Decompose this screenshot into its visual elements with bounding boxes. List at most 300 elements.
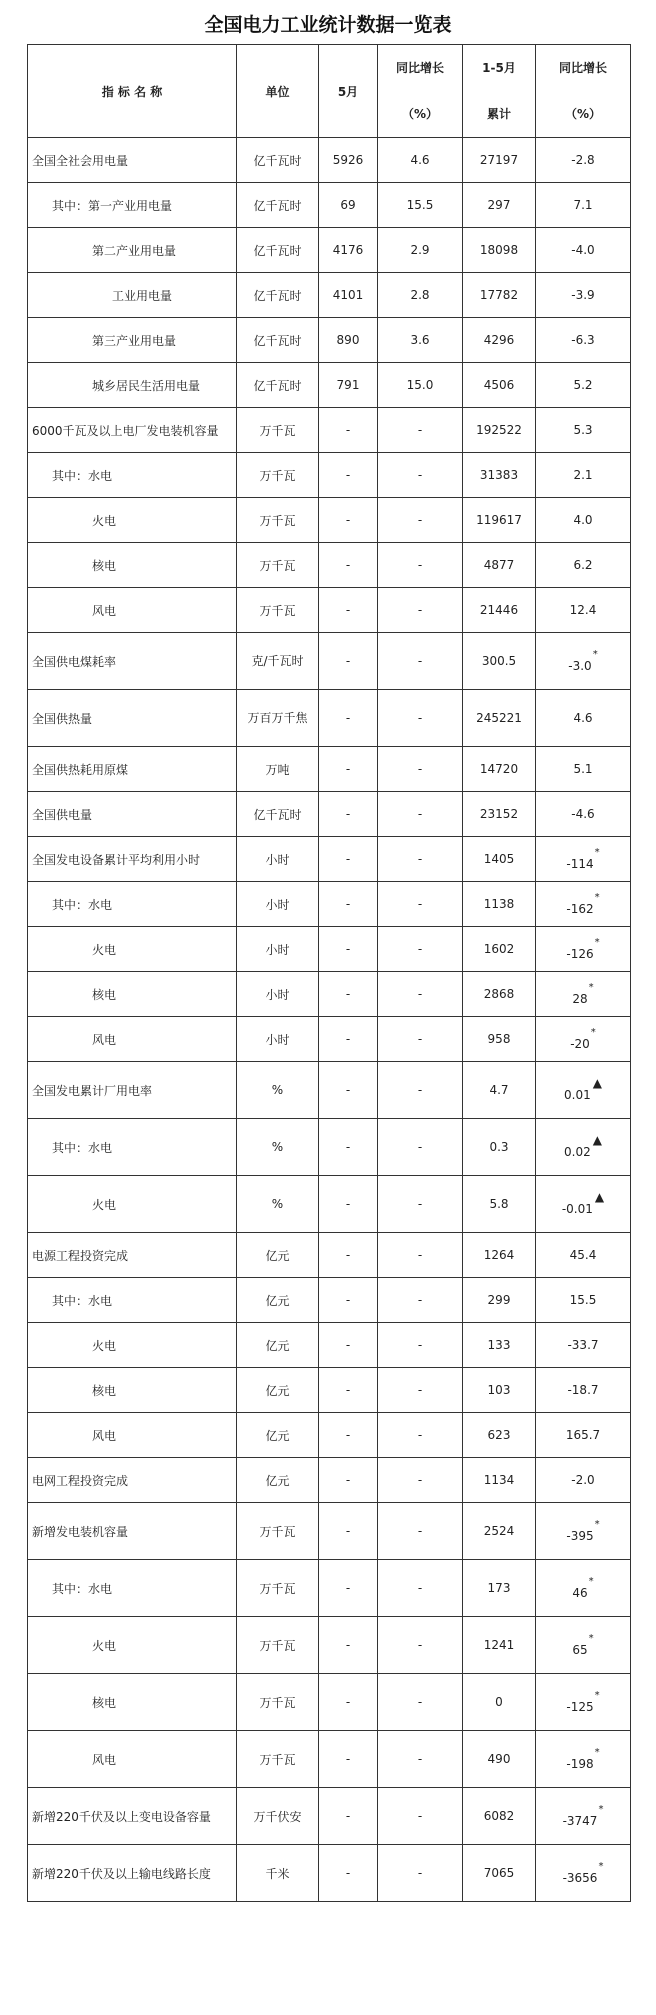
row-name: 新增发电装机容量 [28, 1503, 237, 1560]
yoy-value: 2.1 [573, 468, 593, 482]
row-month-value: - [319, 1368, 378, 1413]
row-unit: 亿元 [237, 1368, 319, 1413]
row-cumulative-yoy [536, 273, 631, 318]
row-month-value: - [319, 1788, 378, 1845]
header-yoy-month-bottom: （%） [401, 107, 439, 121]
row-month-value: - [319, 1062, 378, 1119]
row-name: 火电 [28, 1617, 237, 1674]
yoy-value: 15.5 [569, 1293, 597, 1307]
table-row [28, 1017, 631, 1062]
row-month-value: - [319, 633, 378, 690]
row-cumulative-yoy [536, 747, 631, 792]
row-name: 全国发电累计厂用电率 [28, 1062, 237, 1119]
row-month-yoy: - [378, 1278, 463, 1323]
yoy-value: -125 [566, 1700, 594, 1714]
row-cumulative-value: 0 [463, 1674, 536, 1731]
row-month-yoy: 2.9 [378, 228, 463, 273]
yoy-value: -4.6 [571, 807, 595, 821]
row-cumulative-yoy [536, 1845, 631, 1902]
row-month-value: - [319, 453, 378, 498]
yoy-value: -20 [570, 1037, 590, 1051]
yoy-value: 165.7 [565, 1428, 601, 1442]
row-cumulative-value: 21446 [463, 588, 536, 633]
yoy-value: 6.2 [573, 558, 593, 572]
yoy-value: -2.8 [571, 153, 595, 167]
row-month-yoy: 4.6 [378, 138, 463, 183]
row-cumulative-yoy [536, 1278, 631, 1323]
row-unit: 小时 [237, 837, 319, 882]
row-month-value: - [319, 1617, 378, 1674]
row-cumulative-value: 297 [463, 183, 536, 228]
row-month-yoy: - [378, 1233, 463, 1278]
table-row [28, 273, 631, 318]
row-cumulative-value: 1241 [463, 1617, 536, 1674]
table-row [28, 1788, 631, 1845]
row-month-value: - [319, 1731, 378, 1788]
table-body [28, 138, 631, 1902]
row-cumulative-value: 6082 [463, 1788, 536, 1845]
table-row [28, 882, 631, 927]
row-month-yoy: - [378, 408, 463, 453]
row-month-yoy: - [378, 1845, 463, 1902]
yoy-value: -33.7 [567, 1338, 599, 1352]
row-month-value: - [319, 588, 378, 633]
row-unit: 亿千瓦时 [237, 273, 319, 318]
row-unit: 亿千瓦时 [237, 363, 319, 408]
row-name: 其中：水电 [28, 1278, 237, 1323]
row-month-yoy: - [378, 1458, 463, 1503]
row-cumulative-value: 245221 [463, 690, 536, 747]
yoy-value: 45.4 [569, 1248, 597, 1262]
row-month-yoy: - [378, 747, 463, 792]
row-unit: 万千瓦 [237, 1503, 319, 1560]
row-cumulative-yoy [536, 183, 631, 228]
row-month-yoy: - [378, 453, 463, 498]
row-name: 新增220千伏及以上输电线路长度 [28, 1845, 237, 1902]
row-month-yoy: - [378, 792, 463, 837]
row-cumulative-value: 2868 [463, 972, 536, 1017]
row-unit: 亿千瓦时 [237, 792, 319, 837]
yoy-value: -0.01 [561, 1202, 593, 1216]
row-unit: 千米 [237, 1845, 319, 1902]
row-cumulative-value: 23152 [463, 792, 536, 837]
row-month-yoy: 3.6 [378, 318, 463, 363]
row-unit: 万千瓦 [237, 1674, 319, 1731]
row-name: 其中：水电 [28, 453, 237, 498]
row-cumulative-value: 14720 [463, 747, 536, 792]
triangle-mark-icon: ▲ [594, 1190, 605, 1204]
row-month-yoy: - [378, 1731, 463, 1788]
asterisk-mark: * [594, 937, 600, 948]
row-unit: 亿元 [237, 1458, 319, 1503]
page-title: 全国电力工业统计数据一览表 [204, 14, 452, 36]
row-month-value: - [319, 1119, 378, 1176]
row-month-value: - [319, 690, 378, 747]
row-cumulative-yoy [536, 1062, 631, 1119]
row-cumulative-value: 958 [463, 1017, 536, 1062]
row-month-value: - [319, 1278, 378, 1323]
row-cumulative-yoy [536, 453, 631, 498]
row-name: 全国供电量 [28, 792, 237, 837]
table-row [28, 543, 631, 588]
row-cumulative-yoy [536, 498, 631, 543]
row-name: 其中：水电 [28, 1560, 237, 1617]
row-name: 火电 [28, 927, 237, 972]
row-month-yoy: - [378, 1017, 463, 1062]
row-cumulative-yoy [536, 1323, 631, 1368]
yoy-value: 12.4 [569, 603, 597, 617]
header-month: 5月 [319, 45, 378, 138]
row-month-yoy: - [378, 1788, 463, 1845]
asterisk-mark: * [588, 982, 594, 993]
row-month-yoy: - [378, 1413, 463, 1458]
row-name: 第三产业用电量 [28, 318, 237, 363]
yoy-value: 5.1 [573, 762, 593, 776]
row-unit: 万千瓦 [237, 408, 319, 453]
table-row [28, 690, 631, 747]
row-cumulative-value: 2524 [463, 1503, 536, 1560]
row-month-value: - [319, 1413, 378, 1458]
row-month-yoy: - [378, 927, 463, 972]
row-month-yoy: - [378, 1368, 463, 1413]
yoy-value: 28 [572, 992, 588, 1006]
row-cumulative-value: 133 [463, 1323, 536, 1368]
row-unit: 亿元 [237, 1278, 319, 1323]
row-cumulative-value: 0.3 [463, 1119, 536, 1176]
row-month-value: - [319, 972, 378, 1017]
row-month-value: 69 [319, 183, 378, 228]
table-row [28, 972, 631, 1017]
table-row [28, 1674, 631, 1731]
row-unit: 万千瓦 [237, 453, 319, 498]
row-cumulative-value: 31383 [463, 453, 536, 498]
row-month-value: - [319, 498, 378, 543]
row-cumulative-value: 623 [463, 1413, 536, 1458]
row-cumulative-yoy [536, 1674, 631, 1731]
table-row [28, 1119, 631, 1176]
row-cumulative-yoy [536, 1119, 631, 1176]
table-row [28, 837, 631, 882]
table-row [28, 1731, 631, 1788]
table-row [28, 453, 631, 498]
yoy-value: 0.02 [564, 1145, 591, 1159]
asterisk-mark: * [588, 1576, 594, 1587]
asterisk-mark: * [598, 1861, 604, 1872]
header-unit: 单位 [237, 45, 319, 138]
row-month-yoy: - [378, 1560, 463, 1617]
row-cumulative-value: 490 [463, 1731, 536, 1788]
row-name: 6000千瓦及以上电厂发电装机容量 [28, 408, 237, 453]
table-row [28, 1845, 631, 1902]
row-cumulative-value: 1405 [463, 837, 536, 882]
row-name: 全国发电设备累计平均利用小时 [28, 837, 237, 882]
row-cumulative-value: 7065 [463, 1845, 536, 1902]
yoy-value: -162 [566, 902, 594, 916]
header-yoy-cumulative-top: 同比增长 [558, 61, 607, 75]
table-row [28, 1278, 631, 1323]
row-month-value: - [319, 543, 378, 588]
row-name: 核电 [28, 1368, 237, 1413]
table-row [28, 1413, 631, 1458]
table-row [28, 138, 631, 183]
row-cumulative-value: 103 [463, 1368, 536, 1413]
yoy-value: -4.0 [571, 243, 595, 257]
row-month-value: - [319, 1845, 378, 1902]
header-cumulative-top: 1-5月 [482, 61, 516, 75]
row-month-value: - [319, 1323, 378, 1368]
row-month-value: - [319, 1233, 378, 1278]
yoy-value: 46 [572, 1586, 588, 1600]
row-name: 火电 [28, 1323, 237, 1368]
row-unit: 亿元 [237, 1233, 319, 1278]
yoy-value: -2.0 [571, 1473, 595, 1487]
table-row [28, 1560, 631, 1617]
row-unit: 小时 [237, 927, 319, 972]
table-row [28, 228, 631, 273]
yoy-value: -198 [566, 1757, 594, 1771]
row-month-yoy: - [378, 1617, 463, 1674]
row-name: 全国供电煤耗率 [28, 633, 237, 690]
row-unit: 亿元 [237, 1413, 319, 1458]
row-cumulative-value: 4296 [463, 318, 536, 363]
row-cumulative-value: 4.7 [463, 1062, 536, 1119]
row-month-value: - [319, 1458, 378, 1503]
table-header [28, 45, 631, 138]
row-cumulative-value: 192522 [463, 408, 536, 453]
row-cumulative-yoy [536, 633, 631, 690]
table-row [28, 1503, 631, 1560]
asterisk-mark: * [590, 1027, 596, 1038]
row-unit: 万吨 [237, 747, 319, 792]
row-month-yoy: - [378, 633, 463, 690]
header-cumulative [463, 45, 536, 138]
row-name: 第二产业用电量 [28, 228, 237, 273]
row-cumulative-yoy [536, 882, 631, 927]
row-cumulative-value: 4506 [463, 363, 536, 408]
row-month-value: - [319, 747, 378, 792]
yoy-value: 0.01 [564, 1088, 591, 1102]
header-yoy-month-top: 同比增长 [395, 61, 444, 75]
row-cumulative-yoy [536, 690, 631, 747]
row-unit: % [237, 1176, 319, 1233]
row-month-value: - [319, 1176, 378, 1233]
yoy-value: -6.3 [571, 333, 595, 347]
asterisk-mark: * [594, 1690, 600, 1701]
row-name: 新增220千伏及以上变电设备容量 [28, 1788, 237, 1845]
asterisk-mark: * [594, 847, 600, 858]
row-cumulative-value: 1602 [463, 927, 536, 972]
header-name: 指 标 名 称 [28, 45, 237, 138]
row-name: 其中：水电 [28, 882, 237, 927]
row-unit: 亿千瓦时 [237, 183, 319, 228]
row-name: 工业用电量 [28, 273, 237, 318]
row-cumulative-yoy [536, 1233, 631, 1278]
row-unit: 小时 [237, 882, 319, 927]
table-row [28, 1458, 631, 1503]
row-month-yoy: - [378, 498, 463, 543]
row-month-value: - [319, 1674, 378, 1731]
row-unit: 万千瓦 [237, 588, 319, 633]
row-month-yoy: - [378, 588, 463, 633]
row-unit: 万千瓦 [237, 1617, 319, 1674]
row-name: 核电 [28, 543, 237, 588]
row-name: 其中：第一产业用电量 [28, 183, 237, 228]
table-row [28, 498, 631, 543]
row-name: 全国全社会用电量 [28, 138, 237, 183]
row-unit: 万千瓦 [237, 1731, 319, 1788]
header-yoy-cumulative [536, 45, 631, 138]
row-name: 全国供热量 [28, 690, 237, 747]
row-cumulative-value: 299 [463, 1278, 536, 1323]
header-yoy-cumulative-bottom: （%） [564, 107, 602, 121]
row-cumulative-yoy [536, 792, 631, 837]
asterisk-mark: * [594, 1747, 600, 1758]
asterisk-mark: * [594, 1519, 600, 1530]
row-month-value: - [319, 408, 378, 453]
row-cumulative-yoy [536, 1458, 631, 1503]
table-row [28, 1062, 631, 1119]
row-cumulative-value: 1138 [463, 882, 536, 927]
row-month-yoy: 15.0 [378, 363, 463, 408]
yoy-value: -3656 [562, 1871, 598, 1885]
table-row [28, 1323, 631, 1368]
row-name: 核电 [28, 972, 237, 1017]
table-row [28, 588, 631, 633]
row-month-yoy: - [378, 1062, 463, 1119]
row-unit: % [237, 1062, 319, 1119]
row-cumulative-yoy [536, 408, 631, 453]
row-month-value: - [319, 1560, 378, 1617]
row-cumulative-yoy [536, 543, 631, 588]
row-month-value: - [319, 882, 378, 927]
row-cumulative-yoy [536, 972, 631, 1017]
row-month-yoy: - [378, 1323, 463, 1368]
row-cumulative-value: 4877 [463, 543, 536, 588]
row-month-value: 4176 [319, 228, 378, 273]
row-month-yoy: - [378, 882, 463, 927]
row-cumulative-yoy [536, 1503, 631, 1560]
table-row [28, 927, 631, 972]
table-row [28, 363, 631, 408]
row-month-value: 4101 [319, 273, 378, 318]
yoy-value: -395 [566, 1529, 594, 1543]
row-name: 火电 [28, 1176, 237, 1233]
row-month-yoy: - [378, 1176, 463, 1233]
row-cumulative-value: 17782 [463, 273, 536, 318]
row-month-value: 890 [319, 318, 378, 363]
row-cumulative-value: 1134 [463, 1458, 536, 1503]
row-unit: 亿千瓦时 [237, 138, 319, 183]
row-month-yoy: - [378, 1119, 463, 1176]
row-cumulative-yoy [536, 927, 631, 972]
row-name: 电网工程投资完成 [28, 1458, 237, 1503]
row-cumulative-yoy [536, 138, 631, 183]
row-unit: 万千伏安 [237, 1788, 319, 1845]
table-row [28, 183, 631, 228]
yoy-value: -18.7 [567, 1383, 599, 1397]
row-unit: 万千瓦 [237, 543, 319, 588]
row-cumulative-yoy [536, 1176, 631, 1233]
row-cumulative-yoy [536, 1368, 631, 1413]
row-month-value: - [319, 1503, 378, 1560]
row-name: 其中：水电 [28, 1119, 237, 1176]
table-row [28, 408, 631, 453]
row-cumulative-yoy [536, 1731, 631, 1788]
row-month-value: - [319, 792, 378, 837]
row-month-value: 791 [319, 363, 378, 408]
row-unit: % [237, 1119, 319, 1176]
row-month-yoy: - [378, 837, 463, 882]
row-unit: 亿千瓦时 [237, 228, 319, 273]
row-unit: 万千瓦 [237, 1560, 319, 1617]
statistics-table [27, 44, 631, 1902]
row-month-yoy: - [378, 1503, 463, 1560]
row-month-value: 5926 [319, 138, 378, 183]
row-unit: 小时 [237, 972, 319, 1017]
row-name: 火电 [28, 498, 237, 543]
header-yoy-month [378, 45, 463, 138]
row-cumulative-yoy [536, 1788, 631, 1845]
yoy-value: 5.3 [573, 423, 593, 437]
table-row [28, 1176, 631, 1233]
row-month-yoy: - [378, 543, 463, 588]
table-row [28, 1368, 631, 1413]
row-unit: 小时 [237, 1017, 319, 1062]
row-month-value: - [319, 1017, 378, 1062]
row-name: 全国供热耗用原煤 [28, 747, 237, 792]
table-row [28, 633, 631, 690]
row-unit: 亿元 [237, 1323, 319, 1368]
row-month-yoy: 15.5 [378, 183, 463, 228]
triangle-mark-icon: ▲ [592, 1076, 602, 1090]
yoy-value: 7.1 [573, 198, 593, 212]
row-name: 风电 [28, 1413, 237, 1458]
table-row [28, 747, 631, 792]
row-name: 电源工程投资完成 [28, 1233, 237, 1278]
row-month-value: - [319, 927, 378, 972]
yoy-value: 4.0 [573, 513, 593, 527]
row-unit: 克/千瓦时 [237, 633, 319, 690]
row-month-yoy: - [378, 690, 463, 747]
row-unit: 亿千瓦时 [237, 318, 319, 363]
row-cumulative-yoy [536, 318, 631, 363]
row-name: 风电 [28, 588, 237, 633]
row-cumulative-yoy [536, 1413, 631, 1458]
yoy-value: 65 [572, 1643, 588, 1657]
row-cumulative-yoy [536, 228, 631, 273]
row-name: 风电 [28, 1017, 237, 1062]
asterisk-mark: * [598, 1804, 604, 1815]
row-cumulative-value: 1264 [463, 1233, 536, 1278]
row-cumulative-value: 27197 [463, 138, 536, 183]
yoy-value: -3.0 [568, 659, 592, 673]
row-month-yoy: 2.8 [378, 273, 463, 318]
row-cumulative-yoy [536, 363, 631, 408]
row-unit: 万千瓦 [237, 498, 319, 543]
table-row [28, 318, 631, 363]
row-month-value: - [319, 837, 378, 882]
row-name: 风电 [28, 1731, 237, 1788]
asterisk-mark: * [592, 649, 598, 660]
yoy-value: -126 [566, 947, 594, 961]
yoy-value: 5.2 [573, 378, 593, 392]
row-cumulative-yoy [536, 1560, 631, 1617]
triangle-mark-icon: ▲ [592, 1133, 602, 1147]
table-row [28, 1233, 631, 1278]
row-cumulative-value: 18098 [463, 228, 536, 273]
row-cumulative-yoy [536, 1017, 631, 1062]
row-cumulative-value: 173 [463, 1560, 536, 1617]
